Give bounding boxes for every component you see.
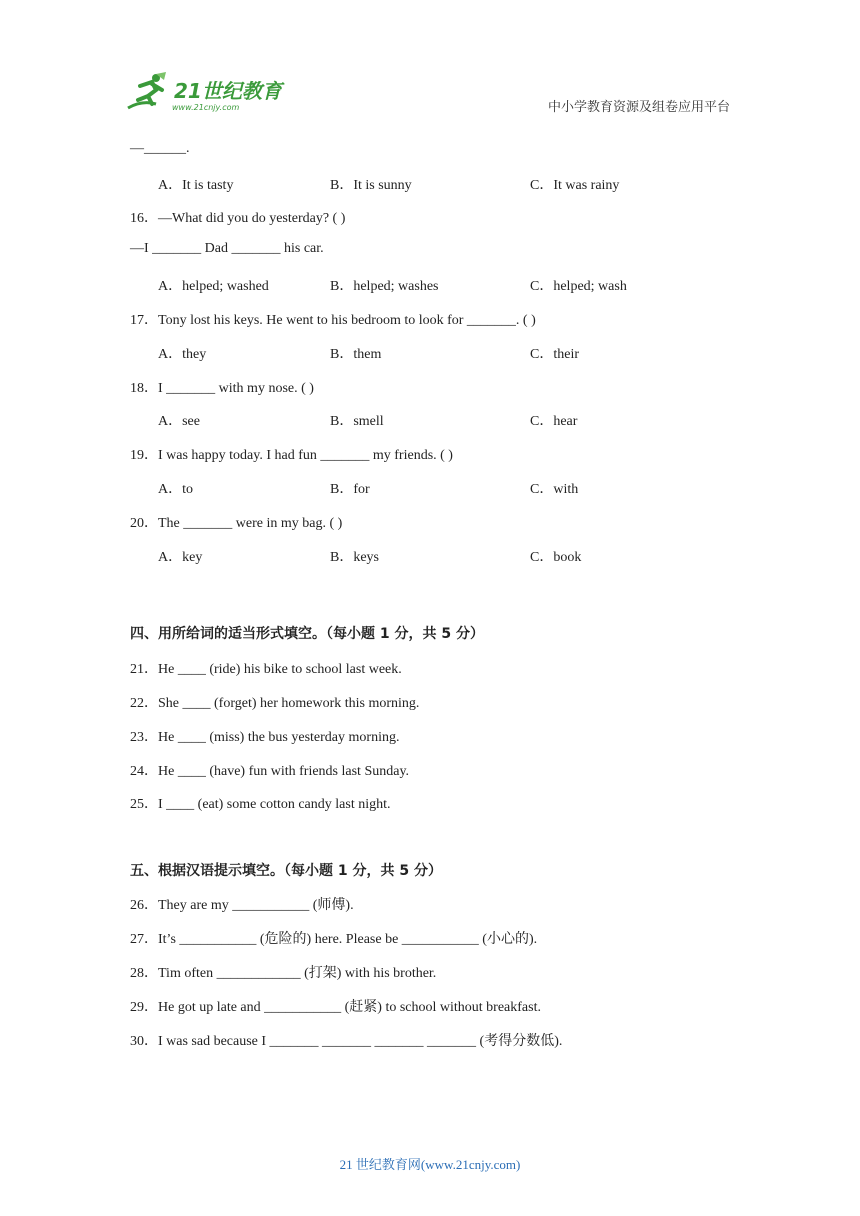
svg-text:21世纪教育: 21世纪教育 xyxy=(174,79,282,103)
q20-option-a: A．key xyxy=(158,550,203,565)
q15-option-a: A．It is tasty xyxy=(158,178,234,193)
q19-option-b: B．for xyxy=(330,482,370,497)
q21-item: 21．He ____ (ride) his bike to school last week. xyxy=(130,662,402,677)
q20-option-b: B．keys xyxy=(330,550,379,565)
q17-option-b: B．them xyxy=(330,347,382,362)
q16-line2: —I _______ Dad _______ his car. xyxy=(130,241,324,256)
q30-item: 30．I was sad because I _______ _______ _______ _______ (考得分数低). xyxy=(130,1034,563,1049)
svg-text:www.21cnjy.com: www.21cnjy.com xyxy=(172,103,240,112)
q15-option-c: C．It was rainy xyxy=(530,178,620,193)
q20-option-c: C．book xyxy=(530,550,582,565)
q16-option-b: B．helped; washes xyxy=(330,279,439,294)
runner-logo-icon xyxy=(122,70,292,114)
platform-name: 中小学教育资源及组卷应用平台 xyxy=(548,100,731,115)
q15-answer-line: —______. xyxy=(130,141,190,156)
q18-option-a: A．see xyxy=(158,414,200,429)
q28-item: 28．Tim often ____________ (打架) with his brother. xyxy=(130,966,437,981)
q22-item: 22．She ____ (forget) her homework this morning. xyxy=(130,696,420,711)
q27-item: 27．It’s ___________ (危险的) here. Please be ___________ (小心的). xyxy=(130,932,538,947)
section4-heading: 四、用所给词的适当形式填空。（每小题 1 分，共 5 分） xyxy=(130,626,484,642)
q23-item: 23．He ____ (miss) the bus yesterday morning. xyxy=(130,730,400,745)
q17-option-a: A．they xyxy=(158,347,207,362)
q17-stem: 17．Tony lost his keys. He went to his bedroom to look for _______. ( ) xyxy=(130,313,536,328)
q18-option-c: C．hear xyxy=(530,414,578,429)
q18-option-b: B．smell xyxy=(330,414,384,429)
q16-option-c: C．helped; wash xyxy=(530,279,627,294)
q24-item: 24．He ____ (have) fun with friends last Sunday. xyxy=(130,764,410,779)
q20-stem: 20．The _______ were in my bag. ( ) xyxy=(130,516,343,531)
q16-option-a: A．helped; washed xyxy=(158,279,269,294)
q29-item: 29．He got up late and ___________ (赶紧) to school without breakfast. xyxy=(130,1000,541,1015)
q19-option-c: C．with xyxy=(530,482,579,497)
q25-item: 25．I ____ (eat) some cotton candy last night. xyxy=(130,797,391,812)
q17-option-c: C．their xyxy=(530,347,579,362)
q16-stem: 16．—What did you do yesterday? ( ) xyxy=(130,211,346,226)
footer-link[interactable]: 21 世纪教育网(www.21cnjy.com) xyxy=(339,1157,521,1172)
q18-stem: 18．I _______ with my nose. ( ) xyxy=(130,381,314,396)
site-logo xyxy=(122,70,292,114)
q15-option-b: B．It is sunny xyxy=(330,178,412,193)
q26-item: 26．They are my ___________ (师傅). xyxy=(130,898,354,913)
section5-heading: 五、根据汉语提示填空。（每小题 1 分，共 5 分） xyxy=(130,863,442,879)
q19-stem: 19．I was happy today. I had fun _______ my friends. ( ) xyxy=(130,448,453,463)
q19-option-a: A．to xyxy=(158,482,193,497)
